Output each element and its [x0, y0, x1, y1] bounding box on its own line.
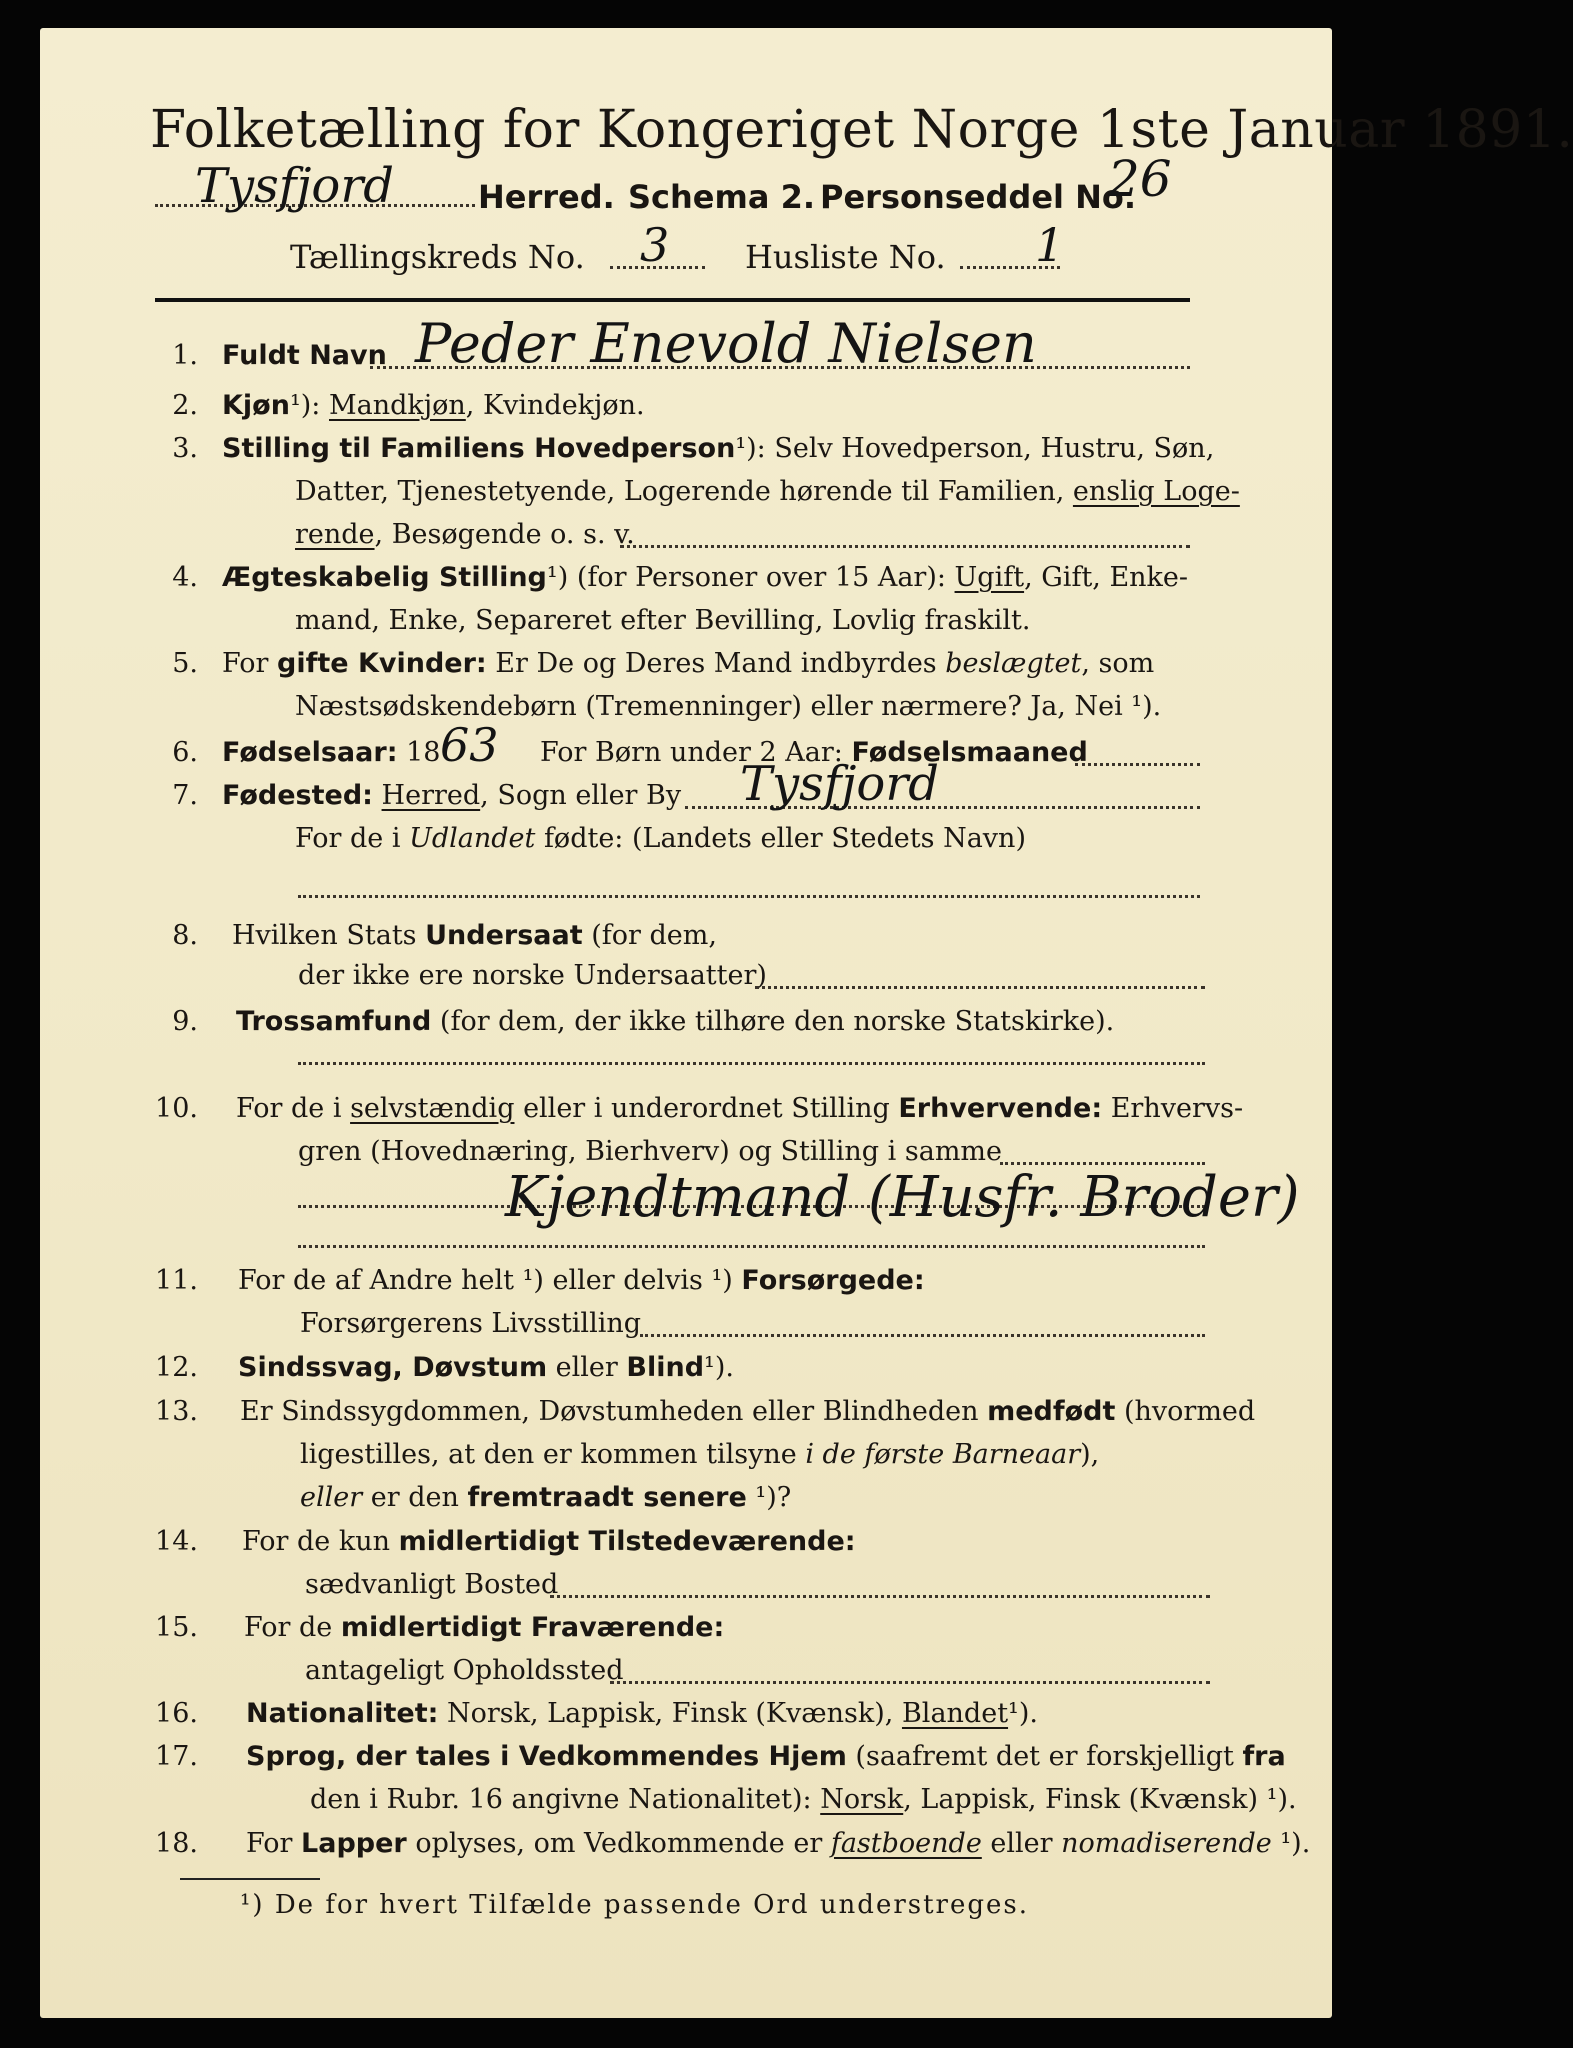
- item-number: 6.: [172, 737, 198, 768]
- item-13-l2-prefix: ligestilles, at den er kommen tilsyne: [300, 1439, 806, 1470]
- item-2-text: [222, 390, 645, 421]
- item-5-prefix: For: [222, 648, 278, 679]
- item-10-label: Erhvervende:: [898, 1093, 1103, 1124]
- kreds-number-handwritten: 3: [640, 218, 670, 272]
- item-6-question: For Børn under 2 Aar:: [540, 737, 852, 768]
- item-18-emph: nomadiserende: [1061, 1828, 1272, 1859]
- kreds-dotted-line: [610, 266, 705, 269]
- item-9-dotted-line: [298, 1062, 1205, 1065]
- item-2-rest: , Kvindekjøn.: [465, 390, 645, 421]
- item-4-line1: [222, 562, 1188, 593]
- husliste-label: Husliste No.: [745, 238, 946, 276]
- item-15-line2: antageligt Opholdssted: [305, 1655, 624, 1686]
- item-11-label: Forsørgede:: [741, 1265, 925, 1296]
- birth-year-handwritten: 63: [440, 718, 499, 772]
- kreds-label: Tællingskreds No.: [290, 238, 585, 276]
- item-8-dotted-line: [755, 986, 1205, 989]
- form-title: Folketælling for Kongeriget Norge 1ste Januar 1891.: [150, 100, 1573, 160]
- personseddel-number-handwritten: 26: [1108, 150, 1172, 208]
- item-4-label: Ægteskabelig Stilling: [222, 562, 547, 593]
- item-10-line2: gren (Hovednæring, Bierhverv) og Stilling i samme: [298, 1136, 1003, 1167]
- item-18-mid: oplyses, om Vedkommende er: [406, 1828, 831, 1859]
- item-number: 4.: [172, 562, 198, 593]
- item-7-selected: Herred: [381, 780, 481, 811]
- item-16-rest: ¹).: [1008, 1698, 1038, 1729]
- item-13-question: Er Sindssygdommen, Døvstumheden eller Blindheden: [240, 1396, 988, 1427]
- item-4-rest: , Gift, Enke-: [1024, 562, 1189, 593]
- footnote: ¹) De for hvert Tilfælde passende Ord understreges.: [240, 1890, 1030, 1920]
- item-17-selected: Norsk: [820, 1784, 904, 1815]
- item-13-l3-label: fremtraadt senere: [467, 1482, 747, 1513]
- birthplace-handwritten: Tysfjord: [740, 756, 939, 812]
- item-3-options: ¹): Selv Hovedperson, Hustru, Søn,: [735, 433, 1215, 464]
- item-number: 15.: [155, 1612, 198, 1643]
- item-6-line1: [222, 737, 440, 768]
- item-5-line2: Næstsødskendebørn (Tremenninger) eller nærmere? Ja, Nei ¹).: [295, 691, 1162, 722]
- item-16-label: Nationalitet:: [246, 1698, 439, 1729]
- item-13-l2-emph: i de første Barneaar: [805, 1439, 1081, 1470]
- item-9-line1: [236, 1006, 1114, 1037]
- item-15-dotted-line: [610, 1681, 1210, 1684]
- item-15-prefix: For de: [244, 1612, 341, 1643]
- item-13-l2-rest: ),: [1080, 1439, 1100, 1470]
- item-12-label: Sindssvag, Døvstum: [238, 1352, 548, 1383]
- item-1-label: Fuldt Navn: [222, 340, 387, 371]
- item-5-label: gifte Kvinder:: [277, 648, 487, 679]
- item-17-label: Sprog, der tales i Vedkommendes Hjem: [246, 1741, 847, 1772]
- item-13-rest: (hvormed: [1115, 1396, 1256, 1427]
- item-number: 16.: [155, 1698, 198, 1729]
- herred-handwritten: Tysfjord: [195, 158, 394, 214]
- item-15-label: midlertidigt Fraværende:: [340, 1612, 725, 1643]
- item-17-l2-prefix: den i Rubr. 16 angivne Nationalitet):: [310, 1784, 821, 1815]
- item-number: 9.: [172, 1006, 198, 1037]
- herred-label: Herred.: [478, 178, 615, 216]
- item-3-options-3: , Besøgende o. s. v.: [374, 519, 635, 550]
- item-number: 10.: [155, 1093, 198, 1124]
- item-10-mid: eller i underordnet Stilling: [514, 1093, 899, 1124]
- item-number: 5.: [172, 648, 198, 679]
- item-8-rest: (for dem,: [582, 920, 717, 951]
- item-5-emphasis: beslægtet: [945, 648, 1082, 679]
- item-14-line1: [242, 1526, 856, 1557]
- item-9-label: Trossamfund: [236, 1006, 432, 1037]
- item-11-line1: [238, 1265, 925, 1296]
- item-7-foreign-emph: Udlandet: [409, 823, 536, 854]
- item-8-prefix: Hvilken Stats: [232, 920, 426, 951]
- item-4-line2: mand, Enke, Separeret efter Bevilling, Lovlig fraskilt.: [295, 605, 1031, 636]
- full-name-handwritten: Peder Enevold Nielsen: [415, 312, 1037, 375]
- item-14-prefix: For de kun: [242, 1526, 399, 1557]
- item-17-mid: (saafremt det er forskjelligt: [846, 1741, 1243, 1772]
- item-13-l3-rest: ¹)?: [746, 1482, 792, 1513]
- item-number: 17.: [155, 1741, 198, 1772]
- item-18-rest: ¹).: [1271, 1828, 1311, 1859]
- item-17-line1: [246, 1741, 1286, 1772]
- item-6-label: Fødselsaar:: [222, 737, 398, 768]
- item-number: 12.: [155, 1352, 198, 1383]
- item-13-l3-emph: eller: [300, 1482, 363, 1513]
- item-number: 8.: [172, 920, 198, 951]
- item-number: 3.: [172, 433, 198, 464]
- item-18-mid-2: eller: [981, 1828, 1062, 1859]
- item-18-selected: fastboende: [830, 1828, 982, 1859]
- item-2-note: ¹):: [289, 390, 329, 421]
- husliste-number-handwritten: 1: [1035, 218, 1065, 272]
- item-7-foreign-rest: fødte: (Landets eller Stedets Navn): [535, 823, 1026, 854]
- item-5-rest: , som: [1081, 648, 1155, 679]
- item-8-line1: [232, 920, 717, 951]
- item-17-l2-rest: , Lappisk, Finsk (Kvænsk) ¹).: [903, 1784, 1297, 1815]
- item-15-line1: [244, 1612, 724, 1643]
- item-7-label: Fødested:: [222, 780, 373, 811]
- item-13-line3: [300, 1482, 791, 1513]
- item-14-label: midlertidigt Tilstedeværende:: [398, 1526, 856, 1557]
- item-7-rest: , Sogn eller By: [480, 780, 682, 811]
- item-6-dotted-line: [1075, 763, 1200, 766]
- item-14-dotted-line: [550, 1595, 1210, 1598]
- item-number: 13.: [155, 1396, 198, 1427]
- item-16-options: Norsk, Lappisk, Finsk (Kvænsk),: [438, 1698, 902, 1729]
- item-18-line1: [246, 1828, 1310, 1859]
- item-11-prefix: For de af Andre helt ¹) eller delvis ¹): [238, 1265, 742, 1296]
- item-18-prefix: For: [246, 1828, 302, 1859]
- item-9-rest: (for dem, der ikke tilhøre den norske Statskirke).: [431, 1006, 1115, 1037]
- item-8-line2: der ikke ere norske Undersaatter): [298, 960, 767, 991]
- item-3-selected-a: enslig Loge-: [1072, 476, 1240, 507]
- item-11-dotted-line: [640, 1334, 1205, 1337]
- item-13-label: medfødt: [987, 1396, 1116, 1427]
- item-10-rest: Erhvervs-: [1102, 1093, 1244, 1124]
- item-number: 2.: [172, 390, 198, 421]
- item-number: 18.: [155, 1828, 198, 1859]
- item-14-line2: sædvanligt Bosted: [305, 1569, 559, 1600]
- item-3-selected-b: rende: [295, 519, 375, 550]
- header-rule: [155, 298, 1190, 302]
- item-12-mid: eller: [547, 1352, 627, 1383]
- item-3-dotted-line: [620, 545, 1190, 548]
- item-7-line2: [295, 823, 1026, 854]
- item-3-line3: [295, 519, 635, 550]
- item-13-l3-mid: er den: [362, 1482, 468, 1513]
- item-4-note: ¹) (for Personer over 15 Aar):: [546, 562, 955, 593]
- item-number: 7.: [172, 780, 198, 811]
- item-13-line1: [240, 1396, 1255, 1427]
- item-10-line1: [236, 1093, 1243, 1124]
- item-13-line2: [300, 1439, 1099, 1470]
- footnote-rule: [180, 1878, 320, 1880]
- item-12-line1: [238, 1352, 734, 1383]
- item-5-question: Er De og Deres Mand indbyrdes: [486, 648, 946, 679]
- item-7-foreign-prefix: For de i: [295, 823, 410, 854]
- item-10-selected: selvstændig: [350, 1093, 515, 1124]
- schema-label: Schema 2.: [628, 178, 815, 216]
- item-7-space: [373, 780, 382, 811]
- item-16-line1: [246, 1698, 1038, 1729]
- item-16-selected: Blandet: [901, 1698, 1009, 1729]
- item-6-month-label: Fødselsmaaned: [851, 737, 1088, 768]
- item-10-dotted-line-3: [298, 1245, 1205, 1248]
- item-number: 1.: [172, 340, 198, 371]
- item-3-options-2: Datter, Tjenestetyende, Logerende hørende til Familien,: [295, 476, 1073, 507]
- item-7-dotted-line-2: [298, 895, 1200, 898]
- item-12-rest: ¹).: [704, 1352, 734, 1383]
- item-3-label: Stilling til Familiens Hovedperson: [222, 433, 736, 464]
- item-4-selected: Ugift: [954, 562, 1025, 593]
- item-8-label: Undersaat: [425, 920, 583, 951]
- item-11-line2: Forsørgerens Livsstilling: [300, 1308, 642, 1339]
- item-7-line1: [222, 780, 681, 811]
- husliste-dotted-line: [960, 266, 1060, 269]
- item-2-label: Kjøn: [222, 390, 290, 421]
- item-12-label-2: Blind: [626, 1352, 705, 1383]
- item-5-line1: [222, 648, 1154, 679]
- item-number: 11.: [155, 1265, 198, 1296]
- item-number: 14.: [155, 1526, 198, 1557]
- item-2-selected: Mandkjøn: [329, 390, 466, 421]
- item-17-line2: [310, 1784, 1297, 1815]
- item-6-century: 18: [397, 737, 441, 768]
- item-18-label: Lapper: [301, 1828, 407, 1859]
- item-3-line2: [295, 476, 1240, 507]
- item-17-label-2: fra: [1242, 1741, 1286, 1772]
- item-10-prefix: For de i: [236, 1093, 351, 1124]
- occupation-handwritten: Kjendtmand (Husfr. Broder): [505, 1165, 1300, 1230]
- item-3-line1: [222, 433, 1214, 464]
- personseddel-label: Personseddel No.: [820, 178, 1137, 216]
